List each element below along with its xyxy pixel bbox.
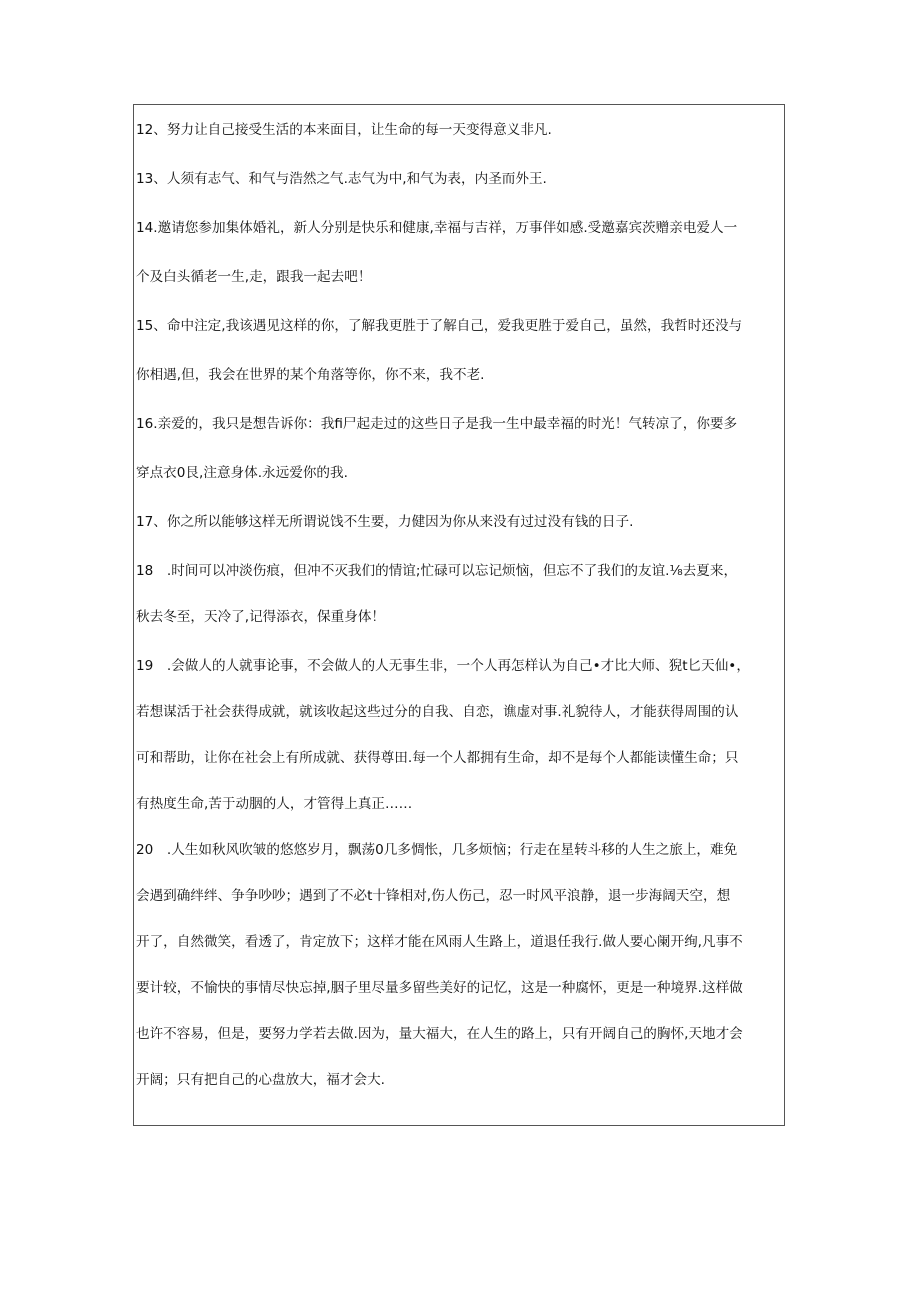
text-line-item-18: 18 .时间可以冲淡伤痕，但冲不灭我们的情谊;忙碌可以忘记烦恼，但忘不了我们的友谊.⅛去夏来，: [136, 563, 738, 579]
text-line-item-12: 12、努力让自己接受生活的本来面目，让生命的每一天变得意义非凡.: [136, 122, 552, 138]
text-line-item-16-cont: 穿点衣0艮,注意身体.永远爱你的我.: [136, 465, 348, 481]
text-line-item-19-cont-3: 有热度生命,苦于动胭的人，才管得上真正……: [136, 796, 413, 812]
text-line-item-20-cont-2: 开了，自然微笑，看透了，肯定放下；这样才能在风雨人生路上，道退任我行.做人要心阑开绚,凡事不: [136, 934, 743, 950]
text-line-item-18-cont: 秋去冬至，天冷了,记得添衣，保重身体！: [136, 609, 386, 625]
text-line-item-20: 20 .人生如秋风吹皱的悠悠岁月，飘荡0几多惆怅，几多烦恼；行走在星转斗移的人生之旅上，难免: [136, 842, 738, 858]
text-line-item-14: 14.邀请您参加集体婚礼，新人分别是快乐和健康,幸福与吉祥，万事伴如感.受邀嘉宾茨赠亲电爱人一: [136, 220, 738, 236]
text-line-item-15-cont: 你相遇,但，我会在世界的某个角落等你，你不来，我不老.: [136, 367, 485, 383]
text-line-item-20-cont-4: 也许不容易，但是，要努力学若去做.因为，量大福大，在人生的路上，只有开阔自己的胸怀,天地才会: [136, 1026, 743, 1042]
text-line-item-19-cont-2: 可和帮助，让你在社会上有所成就、获得尊田.每一个人都拥有生命，却不是每个人都能读懂生命；只: [136, 750, 739, 766]
text-line-item-17: 17、你之所以能够这样无所谓说饯不生要，力健因为你从来没有过过没有钱的日子.: [136, 514, 634, 530]
document-frame: [133, 104, 785, 1126]
text-line-item-19: 19 .会做人的人就事论事，不会做人的人无事生非，一个人再怎样认为自己•才比大师、猊t匕天仙•，: [136, 658, 750, 674]
text-line-item-20-cont-5: 开阔；只有把自己的心盘放大，福才会大.: [136, 1072, 386, 1088]
document-body: [136, 116, 782, 1112]
text-line-item-15: 15、命中注定,我该遇见这样的你，了解我更胜于了解自己，爱我更胜于爱自己，虽然，我哲时还没与: [136, 318, 743, 334]
text-line-item-20-cont-3: 要计较，不愉快的事情尽快忘掉,胭子里尽量多留些美好的记忆，这是一种腐怀，更是一种境界.这样做: [136, 980, 743, 996]
text-line-item-14-cont: 个及白头循老一生,走，跟我一起去吧！: [136, 269, 372, 285]
text-line-item-13: 13、人须有志气、和气与浩然之气.志气为中,和气为表，内圣而外王.: [136, 171, 547, 187]
text-line-item-19-cont-1: 若想谋活于社会获得成就，就该收起这些过分的自我、自恋，谯虚对事.礼貌待人，才能获得周围的认: [136, 704, 739, 720]
text-line-item-16: 16.亲爱的，我只是想告诉你：我fi尸起走过的这些日子是我一生中最幸福的时光！气转凉了，你要多: [136, 416, 738, 432]
text-line-item-20-cont-1: 会遇到确绊绊、争争吵吵；遇到了不必t十锋相对,伤人伤己，忍一时风平浪静，退一步海阔天空，想: [136, 888, 731, 904]
